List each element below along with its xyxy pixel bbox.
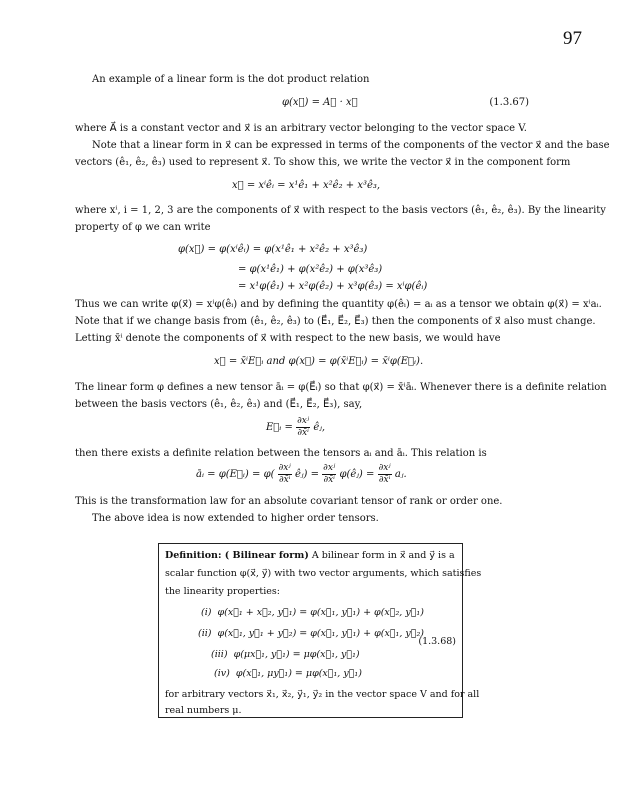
paragraph-thus-line-1: Thus we can write φ(x⃗) = xⁱφ(êᵢ) and by defining the quantity φ(êᵢ) = aᵢ as a tensor we obtain φ(x⃗) = xⁱaᵢ. — [75, 299, 602, 310]
property-i — [201, 607, 424, 618]
paragraph-note-line-2: vectors (ê₁, ê₂, ê₃) used to represent x⃗. To show this, we write the vector x⃗ in the component form — [75, 157, 571, 168]
definition-text-line-2: scalar function φ(x⃗, y⃗) with two vector arguments, which satisfies — [165, 568, 482, 579]
equation-dot-product: φ(x⃗) = A⃗ · x⃗ — [282, 97, 358, 108]
equation-number-1-3-68: (1.3.68) — [418, 636, 456, 647]
definition-text-line-1: A bilinear form in x⃗ and y⃗ is a — [308, 550, 455, 561]
paragraph-note-line-1: Note that a linear form in x⃗ can be expressed in terms of the components of the vector x⃗ and the base — [92, 140, 610, 151]
equation-number-1-3-67: (1.3.67) — [489, 97, 529, 108]
transformation-part-b: êⱼ) = — [294, 469, 319, 480]
transformation-part-c: φ(êⱼ) = — [339, 469, 375, 480]
property-expression: φ(μx⃗₁, y⃗₁) = μφ(x⃗₁, y⃗₁) — [233, 649, 360, 660]
transformation-fraction-2-numerator: ∂xʲ — [323, 463, 336, 473]
transformation-fraction-3-numerator: ∂xʲ — [378, 463, 391, 473]
paragraph-transformation-law: This is the transformation law for an absolute covariant tensor of rank or order one. — [75, 496, 503, 507]
basis-relation-denominator: ∂x̄ⁱ — [297, 428, 309, 438]
paragraph-where-a: where A⃗ is a constant vector and x⃗ is an arbitrary vector belonging to the vector space V. — [75, 123, 527, 134]
paragraph-where-x-line-1: where xⁱ, i = 1, 2, 3 are the components of x⃗ with respect to the basis vectors (ê₁, ê₂, ê₃). By the linearity — [75, 205, 606, 216]
paragraph-intro: An example of a linear form is the dot product relation — [92, 74, 370, 85]
equation-transformation — [196, 463, 407, 486]
equation-new-basis: x⃗ = x̄ⁱE⃗ᵢ and φ(x⃗) = φ(x̄ⁱE⃗ᵢ) = x̄ⁱφ(E⃗ᵢ). — [214, 356, 424, 367]
transformation-fraction-2-denominator: ∂x̄ⁱ — [323, 475, 335, 485]
equation-components: x⃗ = xⁱêᵢ = x¹ê₁ + x²ê₂ + x³ê₃, — [232, 180, 381, 191]
transformation-part-d: aⱼ. — [394, 469, 407, 480]
equation-basis-relation — [266, 416, 325, 439]
property-expression: φ(x⃗₁, y⃗₁ + y⃗₂) = φ(x⃗₁, y⃗₁) + φ(x⃗₁, y⃗₂) — [217, 628, 424, 639]
paragraph-then-exists: then there exists a definite relation between the tensors aᵢ and āᵢ. This relation is — [75, 448, 487, 459]
page-number: 97 — [563, 28, 582, 49]
equation-linearity-line-3: = x¹φ(ê₁) + x²φ(ê₂) + x³φ(ê₃) = xⁱφ(êᵢ) — [238, 281, 428, 292]
property-tag: (iv) — [214, 668, 230, 679]
paragraph-thus-line-3: Letting x̄ⁱ denote the components of x⃗ with respect to the new basis, we would have — [75, 333, 501, 344]
definition-text-line-3: the linearity properties: — [165, 586, 280, 597]
paragraph-extended: The above idea is now extended to higher order tensors. — [92, 513, 379, 524]
paragraph-linear-line-1: The linear form φ defines a new tensor āᵢ = φ(E⃗ᵢ) so that φ(x⃗) = x̄ⁱāᵢ. Whenever there is a definite relation — [75, 382, 607, 393]
basis-relation-fraction — [296, 416, 310, 439]
transformation-fraction-1 — [278, 463, 292, 486]
transformation-fraction-2 — [322, 463, 336, 486]
definition-footer-line-2: real numbers μ. — [165, 705, 242, 716]
transformation-fraction-3-denominator: ∂x̄ⁱ — [378, 475, 391, 485]
basis-relation-numerator: ∂xʲ — [297, 416, 310, 426]
transformation-fraction-3 — [378, 463, 392, 486]
paragraph-where-x-line-2: property of φ we can write — [75, 222, 211, 233]
transformation-part-a: āᵢ = φ(E⃗ᵢ) = φ( — [196, 469, 275, 480]
property-iii — [211, 649, 360, 660]
equation-linearity-line-2: = φ(x¹ê₁) + φ(x²ê₂) + φ(x³ê₃) — [238, 264, 383, 275]
property-tag: (ii) — [198, 628, 212, 639]
property-iv — [214, 668, 362, 679]
basis-relation-lhs: E⃗ᵢ = — [266, 422, 293, 433]
transformation-fraction-1-numerator: ∂xʲ — [278, 463, 291, 473]
paragraph-linear-line-2: between the basis vectors (ê₁, ê₂, ê₃) and (E⃗₁, E⃗₂, E⃗₃), say, — [75, 399, 363, 410]
property-tag: (i) — [201, 607, 212, 618]
equation-linearity-line-1: φ(x⃗) = φ(xⁱêᵢ) = φ(x¹ê₁ + x²ê₂ + x³ê₃) — [178, 244, 368, 255]
property-expression: φ(x⃗₁ + x⃗₂, y⃗₁) = φ(x⃗₁, y⃗₁) + φ(x⃗₂, y⃗₁) — [217, 607, 424, 618]
paragraph-thus-line-2: Note that if we change basis from (ê₁, ê₂, ê₃) to (E⃗₁, E⃗₂, E⃗₃) then the components of x⃗ also must change. — [75, 316, 596, 327]
definition-first-line — [165, 550, 455, 562]
basis-relation-rhs: êⱼ, — [313, 422, 326, 433]
property-ii — [198, 628, 424, 639]
definition-footer-line-1: for arbitrary vectors x⃗₁, x⃗₂, y⃗₁, y⃗₂ in the vector space V and for all — [165, 689, 480, 700]
definition-label: Definition: ( Bilinear form) — [165, 550, 309, 561]
definition-box-bilinear-form — [158, 543, 482, 718]
transformation-fraction-1-denominator: ∂x̄ⁱ — [278, 475, 291, 485]
property-expression: φ(x⃗₁, μy⃗₁) = μφ(x⃗₁, y⃗₁) — [235, 668, 362, 679]
property-tag: (iii) — [211, 649, 228, 660]
